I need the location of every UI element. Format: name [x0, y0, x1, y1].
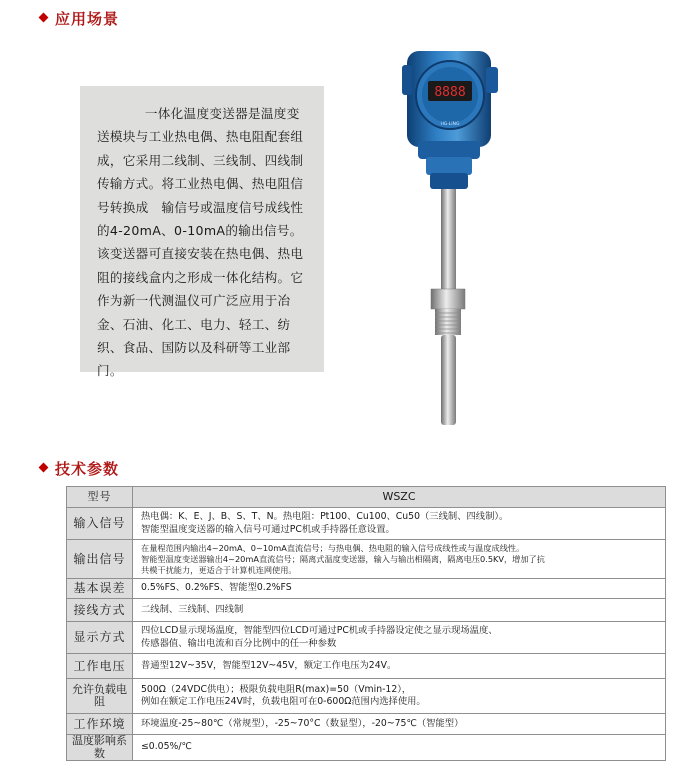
section-title-text: 应用场景	[55, 10, 120, 28]
row-label: 输入信号	[67, 508, 133, 540]
row-line: 智能型温度变送器输出4~20mA直流信号；隔离式温度变送器，输入与输出相隔离，隔离电压0.5KV，增加了抗	[141, 553, 545, 564]
table-row	[67, 599, 666, 622]
row-line: 例如在额定工作电压24V时，负载电阻可在0-600Ω范围内选择使用。	[141, 696, 426, 707]
row-line: 500Ω（24VDC供电）；极限负载电阻R(max)=50（Vmin-12），	[141, 683, 412, 695]
row-value: 二线制、三线制、四线制	[133, 599, 666, 622]
section-title-text: 技术参数	[55, 460, 120, 478]
table-row	[67, 579, 666, 599]
table-row	[67, 679, 666, 714]
table-header-row	[67, 487, 666, 508]
row-line: 在量程范围内输出4~20mA、0~10mA直流信号；与热电偶、热电阻的输入信号成线性或与温度成线性。	[141, 542, 525, 553]
temperature-transmitter-image	[400, 45, 510, 430]
row-value	[133, 540, 666, 579]
section-title-application	[40, 8, 119, 29]
row-label: 工作电压	[67, 654, 133, 679]
row-label: 输出信号	[67, 540, 133, 579]
row-label: 基本误差	[67, 579, 133, 599]
brand-label: HG·LING	[440, 122, 460, 127]
table-row	[67, 540, 666, 579]
row-value	[133, 622, 666, 654]
row-value: 0.5%FS、0.2%FS、智能型0.2%FS	[133, 579, 666, 599]
table-row	[67, 508, 666, 540]
header-label: 型号	[67, 487, 133, 508]
section-title-specs	[40, 458, 119, 479]
row-label: 温度影响系数	[67, 735, 133, 761]
spec-table	[66, 486, 666, 761]
row-value	[133, 508, 666, 540]
lcd-digits: 8888	[434, 85, 466, 100]
row-line: 热电偶：K、E、J、B、S、T、N。热电阻：Pt100、Cu100、Cu50（三线制、四线制）。	[141, 511, 509, 522]
row-value: 普通型12V~35V，智能型12V~45V，额定工作电压为24V。	[133, 654, 666, 679]
table-row	[67, 735, 666, 761]
row-label: 接线方式	[67, 599, 133, 622]
row-line: 智能型温度变送器的输入信号可通过PC机或手持器任意设置。	[141, 523, 395, 535]
row-label: 允许负载电阻	[67, 679, 133, 714]
row-line: 传感器值、输出电流和百分比例中的任一种参数	[141, 637, 337, 649]
diamond-bullet-icon	[39, 13, 49, 23]
row-value	[133, 679, 666, 714]
row-line: 四位LCD显示现场温度，智能型四位LCD可通过PC机或手持器设定使之显示现场温度、	[141, 625, 498, 636]
table-row	[67, 654, 666, 679]
diamond-bullet-icon	[39, 463, 49, 473]
intro-text: 一体化温度变送器是温度变送模块与工业热电偶、热电阻配套组成，它采用二线制、三线制、四线制传输方式。将工业热电偶、热电阻信号转换成 输信号或温度信号成线性的4-20mA、0-10mA的输出信号。该变送器可直接安装在热电偶、热电阻的接线盒内之形成一体化结构。它作为新一代测温仪可广泛应用于冶金、石油、化工、电力、轻工、纺织、食品、国防以及科研等工业部门。	[97, 106, 304, 379]
header-model: WSZC	[133, 487, 666, 508]
row-value: ≤0.05%/℃	[133, 735, 666, 761]
intro-box	[80, 86, 324, 379]
table-row	[67, 714, 666, 735]
row-label: 显示方式	[67, 622, 133, 654]
row-line: 共模干扰能力，更适合于计算机连网使用。	[141, 564, 297, 575]
row-label: 工作环境	[67, 714, 133, 735]
table-row	[67, 622, 666, 654]
row-value: 环境温度-25~80℃（常规型），-25~70°C（数显型），-20~75℃（智能型）	[133, 714, 666, 735]
